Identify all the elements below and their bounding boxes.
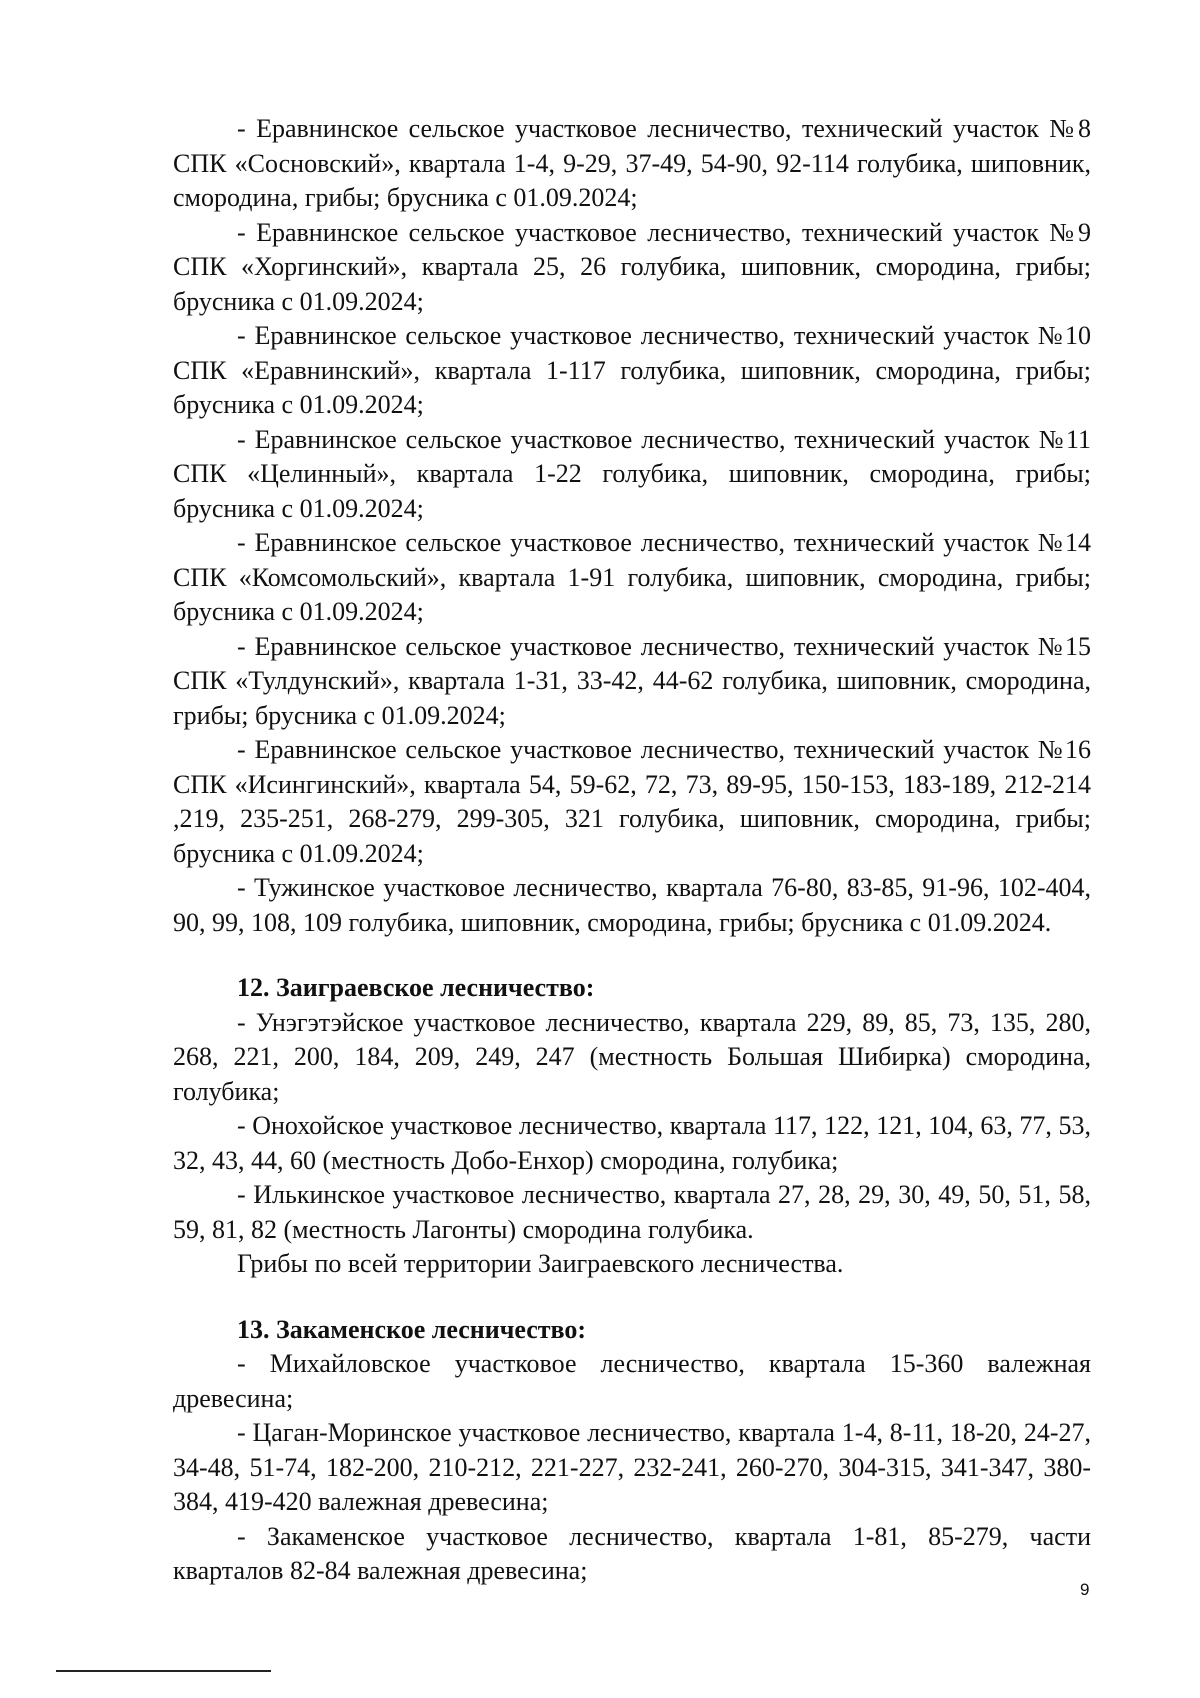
- section-heading-13: 13. Закаменское лесничество:: [237, 1314, 587, 1344]
- paragraph-sec11-item-8: - Тужинское участковое лесничество, квартала 76-80, 83-85, 91-96, 102-404, 90, 99, 108, 109 голубика, шиповник, смородина, грибы; брусника с 01.09.2024.: [173, 873, 1091, 937]
- paragraph-sec12-item-1: - Унэгэтэйское участковое лесничество, квартала 229, 89, 85, 73, 135, 280, 268, 221, 200, 184, 209, 249, 247 (местность Большая Шибирка) смородина, голубика;: [173, 1007, 1091, 1106]
- paragraph-sec11-item-2: - Еравнинское сельское участковое лесничество, технический участок №9 СПК «Хоргинский», квартала 25, 26 голубика, шиповник, смородина, грибы; брусника с 01.09.2024;: [173, 217, 1091, 316]
- paragraph-sec12-note: Грибы по всей территории Заиграевского лесничества.: [237, 1249, 844, 1278]
- section-spacer: [173, 940, 1091, 971]
- footer-rule: [56, 1670, 271, 1672]
- paragraph-sec12-item-2: - Онохойское участковое лесничество, квартала 117, 122, 121, 104, 63, 77, 53, 32, 43, 44, 60 (местность Добо-Енхор) смородина, голубика;: [173, 1111, 1091, 1175]
- paragraph-sec11-item-5: - Еравнинское сельское участковое лесничество, технический участок №14 СПК «Комсомольский», квартала 1-91 голубика, шиповник, смородина, грибы; брусника с 01.09.2024;: [173, 528, 1091, 626]
- paragraph-sec11-item-4: - Еравнинское сельское участковое лесничество, технический участок №11 СПК «Целинный», квартала 1-22 голубика, шиповник, смородина, грибы; брусника с 01.09.2024;: [173, 424, 1091, 523]
- paragraph-sec11-item-6: - Еравнинское сельское участковое лесничество, технический участок №15 СПК «Тулдунский», квартала 1-31, 33-42, 44-62 голубика, шиповник, смородина, грибы; брусника с 01.09.2024;: [173, 631, 1091, 730]
- document-body: [173, 112, 1091, 1589]
- page-number: 9: [1080, 1580, 1090, 1599]
- paragraph-sec13-item-3: - Закаменское участковое лесничество, квартала 1-81, 85-279, части кварталов 82-84 валежная древесина;: [173, 1521, 1091, 1585]
- paragraph-sec11-item-3: - Еравнинское сельское участковое лесничество, технический участок №10 СПК «Еравнинский», квартала 1-117 голубика, шиповник, смородина, грибы; брусника с 01.09.2024;: [173, 321, 1091, 419]
- paragraph-sec11-item-7: - Еравнинское сельское участковое лесничество, технический участок №16 СПК «Исингинский», квартала 54, 59-62, 72, 73, 89-95, 150-153, 183-189, 212-214 ,219, 235-251, 268-279, 299-305, 321 голубика, шиповник, смородина, грибы; брусника с 01.09.2024;: [173, 735, 1091, 868]
- paragraph-sec11-item-1: - Еравнинское сельское участковое лесничество, технический участок №8 СПК «Сосновский», квартала 1-4, 9-29, 37-49, 54-90, 92-114 голубика, шиповник, смородина, грибы; брусника с 01.09.2024;: [173, 114, 1091, 212]
- section-spacer: [173, 1282, 1091, 1313]
- section-heading-12: 12. Заиграевское лесничество:: [237, 973, 595, 1002]
- paragraph-sec13-item-2: - Цаган-Моринское участковое лесничество, квартала 1-4, 8-11, 18-20, 24-27, 34-48, 51-74, 182-200, 210-212, 221-227, 232-241, 260-270, 304-315, 341-347, 380-384, 419-420 валежная древесина;: [173, 1418, 1091, 1516]
- paragraph-sec12-item-3: - Илькинское участковое лесничество, квартала 27, 28, 29, 30, 49, 50, 51, 58, 59, 81, 82 (местность Лагонты) смородина голубика.: [173, 1180, 1091, 1244]
- paragraph-sec13-item-1: - Михайловское участковое лесничество, квартала 15-360 валежная древесина;: [173, 1349, 1091, 1413]
